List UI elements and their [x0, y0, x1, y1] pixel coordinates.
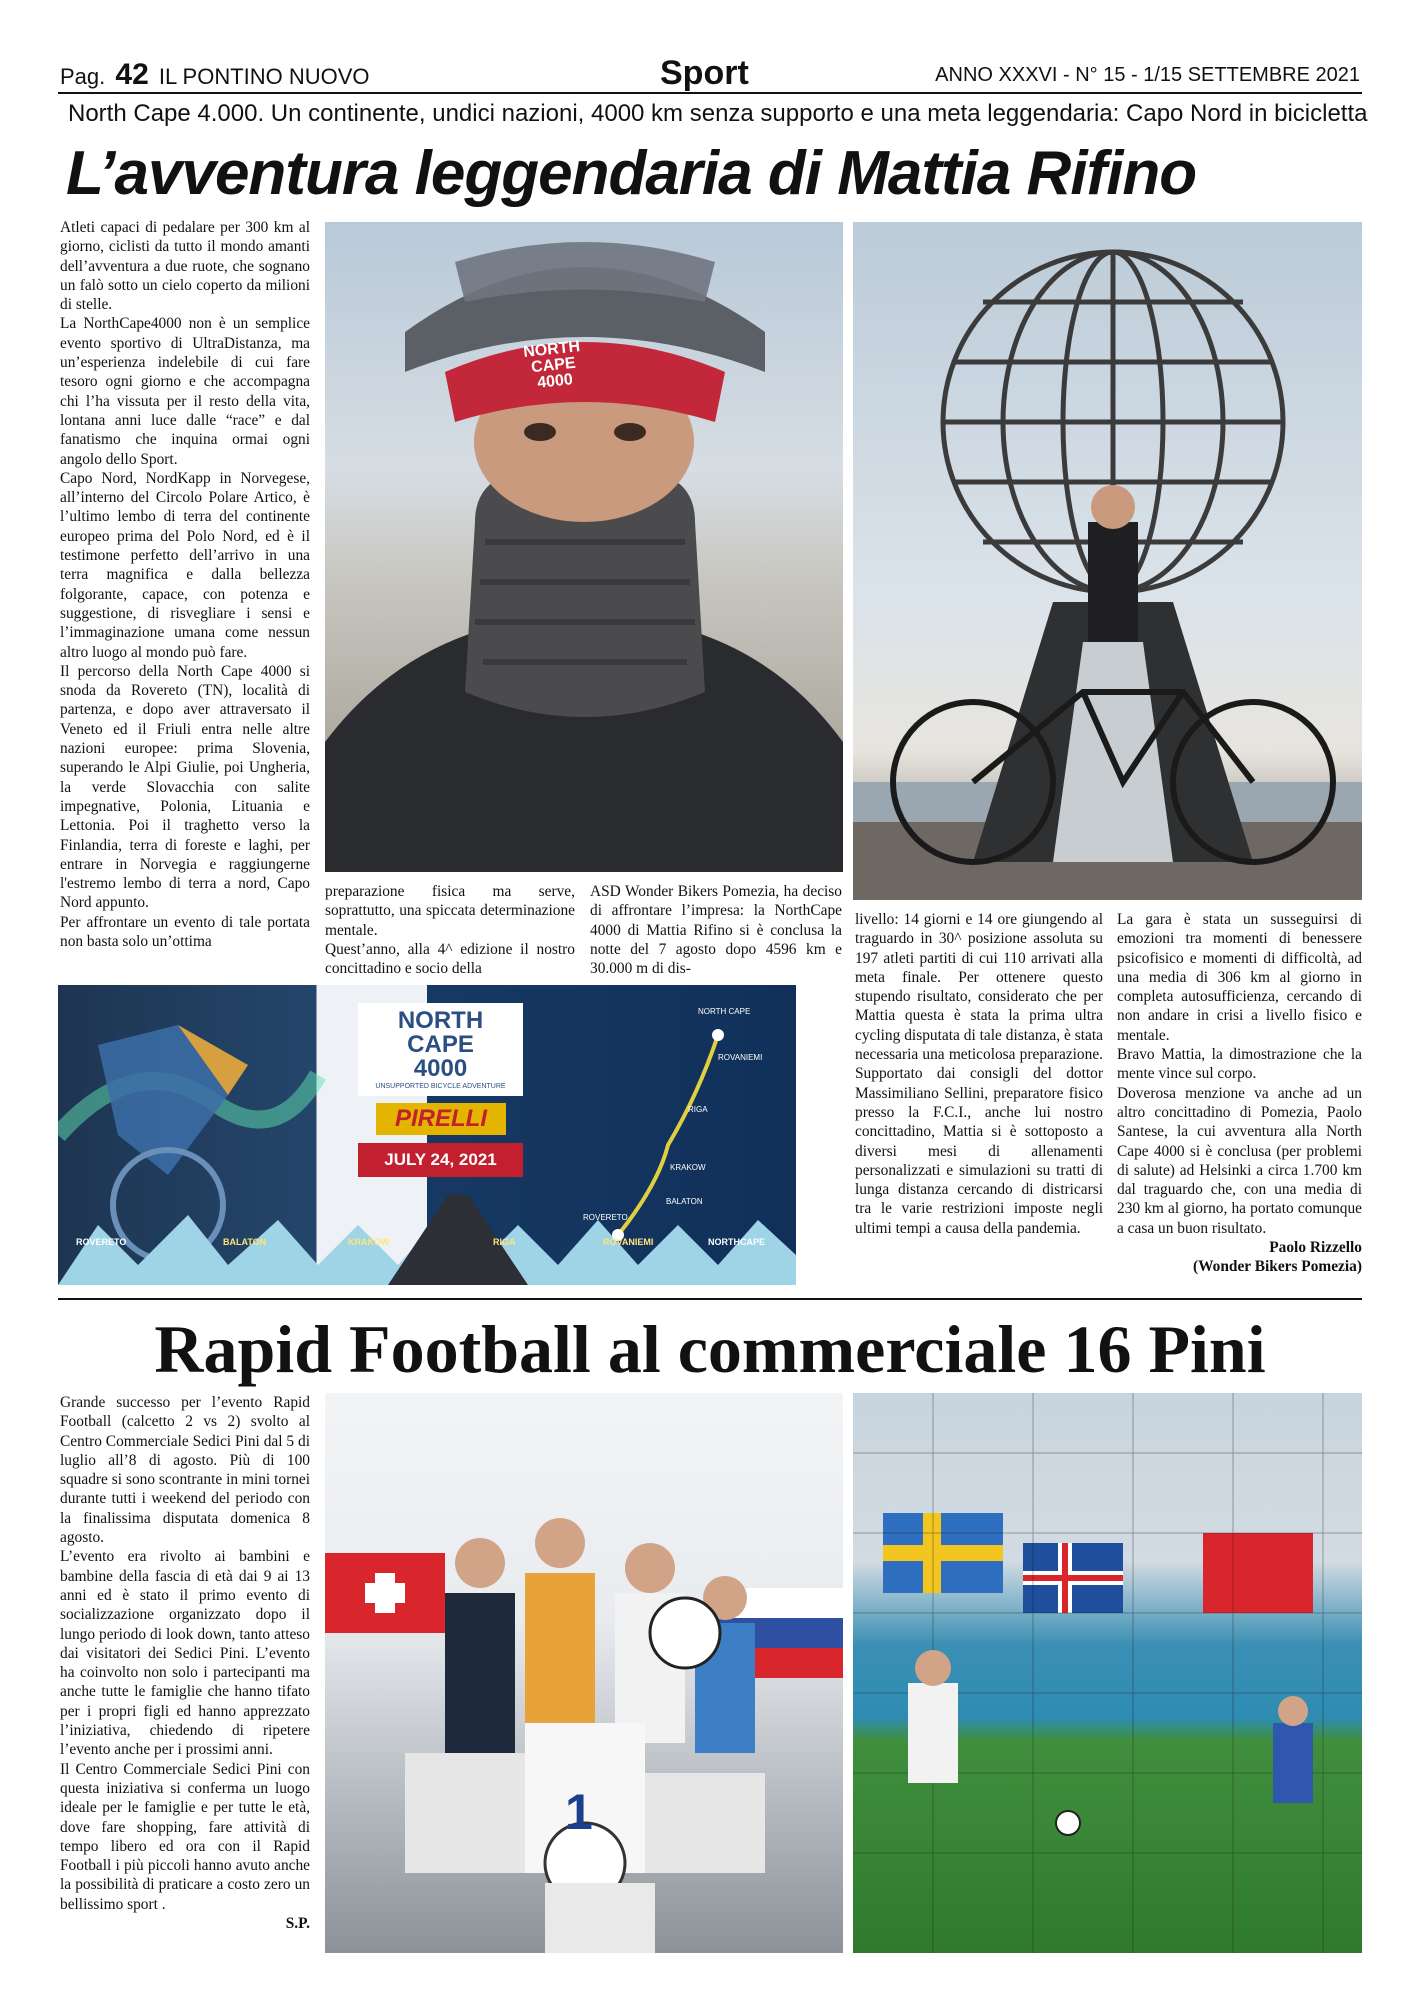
- map-label: NORTH CAPE: [698, 1007, 751, 1016]
- cap-logo-line: NORTH: [522, 338, 581, 362]
- logo-subtitle: UNSUPPORTED BICYCLE ADVENTURE: [375, 1083, 506, 1090]
- paragraph: livello: 14 giorni e 14 ore giungendo al traguardo in 30^ posizione assoluta su 197 atleti partiti di cui 110 arrivati alla meta finale. Per ottenere questo stupendo risultato, considerato che per Mattia questa è stata la prima ultra cycling disputata di tale distanza, è stata necessaria una meticolosa preparazione. Supportato dai consigli del dottor Massimiliano Sellini, preparatore fisico presso la F.C.I., anche lui nostro concittadino, Mattia si è sottoposto a diversi mesi di allenamenti personalizzati e simulazioni su tratti di lunga distanza cercando di districarsi tra le varie restrizioni imposte negli ultimi tempi a causa della pandemia.: [855, 911, 1103, 1237]
- page-prefix: Pag.: [60, 64, 106, 89]
- paragraph: ASD Wonder Bikers Pomezia, ha deciso di affrontare l’impresa: la NorthCape 4000 di Mattia Rifino si è conclusa la notte del 7 agosto dopo 4596 km e 30.000 m di dis-: [590, 883, 842, 978]
- paragraph: Capo Nord, NordKapp in Norvegese, all’interno del Circolo Polare Artico, è l’ultimo lembo di terra del continente europeo prima del Polo Nord, ed è il testimone perfetto dell’arrivo in una terra magnifica e dalla bellezza folgorante, capace, con potenza e suggestione, di risvegliare i sensi e l’immaginazione umana come nessun altro luogo al mondo può fare.: [60, 469, 310, 661]
- logo-line: 4000: [413, 1055, 468, 1082]
- cap-logo: [523, 339, 585, 393]
- section-title: Sport: [660, 54, 749, 92]
- cap-logo-line: 4000: [536, 371, 574, 392]
- football-field-photo: [853, 1393, 1362, 1953]
- paragraph: Il percorso della North Cape 4000 si snoda da Rovereto (TN), località di partenza, e dopo aver attraversato il Veneto ed il Friuli entra nelle altre nazioni europee: prima Slovenia, superando le Alpi Giulie, poi Ungheria, la verde Slovacchia con salite impegnative, Polonia, Lituania e Lettonia. Poi il traghetto verso la Finlandia, terra di foreste e laghi, per entrare in Norvegia e raggiungerne l'estremo lembo di terra a nord, Capo Nord appunto.: [60, 662, 310, 912]
- paragraph: Per affrontare un evento di tale portata non basta solo un’ottima: [60, 913, 310, 950]
- article2-headline: Rapid Football al commerciale 16 Pini: [154, 1311, 1266, 1387]
- paragraph: Bravo Mattia, la dimostrazione che la mente vince sul corpo.: [1117, 1046, 1362, 1083]
- logo-line: NORTH: [397, 1007, 484, 1034]
- podium-number: 1: [565, 1784, 593, 1840]
- section-rule: [58, 1298, 1362, 1300]
- article1-col5: [1117, 910, 1362, 1277]
- podium-illustration: [325, 1393, 843, 1953]
- map-label: ROVERETO: [583, 1213, 628, 1222]
- map-label: ROVANIEMI: [718, 1053, 763, 1062]
- paragraph: La gara è stata un susseguirsi di emozioni tra momenti di benessere psicofisico e momenti di difficoltà, ad una media di 306 km al giorno in completa autosufficienza, cercando di non andare in crisi a livello fisico e mentale.: [1117, 911, 1362, 1044]
- northcape-logo: [358, 1003, 523, 1096]
- paragraph: Quest’anno, alla 4^ edizione il nostro concittadino e socio della: [325, 940, 575, 978]
- article1-col3: [590, 882, 842, 978]
- globe-monument-photo: [853, 222, 1362, 900]
- logo-line: CAPE: [407, 1031, 474, 1058]
- route-label: BALATON: [223, 1237, 267, 1247]
- article1-kicker: North Cape 4.000. Un continente, undici nazioni, 4000 km senza supporto e una meta leggendaria: Capo Nord in bicicletta: [68, 100, 1368, 127]
- paragraph: preparazione fisica ma serve, soprattutto, una spiccata determinazione mentale.: [325, 883, 575, 939]
- issue-info: ANNO XXXVI - N° 15 - 1/15 SETTEMBRE 2021: [935, 64, 1360, 86]
- article1-col1: [60, 218, 310, 951]
- route-label: KRAKOW: [348, 1237, 390, 1247]
- podium-photo: [325, 1393, 843, 1953]
- event-date: JULY 24, 2021: [358, 1143, 523, 1177]
- paragraph: La NorthCape4000 non è un semplice evento sportivo di UltraDistanza, ma un’esperienza indelebile di cui fare tesoro ogni giorno e che accompagna chi l’ha vissuta per il resto della vita, lontana anni luce dalle “race” e dal fanatismo che inquina ormai ogni angolo dello Sport.: [60, 315, 310, 468]
- author-name: Paolo Rizzello: [1269, 1239, 1362, 1257]
- route-label: NORTHCAPE: [708, 1237, 766, 1247]
- selfie-illustration: [325, 222, 843, 872]
- field-illustration: [853, 1393, 1362, 1953]
- northcape-banner: [58, 985, 796, 1285]
- paragraph: Doverosa menzione va anche ad un altro concittadino di Pomezia, Paolo Santese, la cui avventura alla North Cape 4000 si è conclusa (per problemi di salute) ad Helsinki a circa 1.700 km dal traguardo che, con una media di 230 km al giorno, ha portato comunque a casa un buon risultato.: [1117, 1084, 1362, 1237]
- sponsor-logo: PIRELLI: [376, 1103, 506, 1135]
- selfie-photo: [325, 222, 843, 872]
- paragraph: Il Centro Commerciale Sedici Pini con questa iniziativa si conferma un luogo ideale per le famiglie e per tutte le età, dove fare shopping, fare attività di tempo libero ed ora con il Rapid Football i più piccoli hanno avuto anche la possibilità di praticare a costo zero un bellissimo sport .: [60, 1760, 310, 1913]
- paragraph: Atleti capaci di pedalare per 300 km al giorno, ciclisti da tutto il mondo amanti dell’avventura a due ruote, che sognano un falò sotto un cielo coperto da milioni di stelle.: [60, 219, 310, 314]
- author-org: (Wonder Bikers Pomezia): [1193, 1258, 1362, 1276]
- paragraph: L’evento era rivolto ai bambini e bambine della fascia di età dai 9 ai 13 anni ed è stato il primo evento di socializzazione organizzato dopo il lungo periodo di look down, tanto atteso dai visitatori dei Sedici Pini. L’evento ha coinvolto non solo i partecipanti ma anche tutte le famiglie che hanno tifato per i propri figli ed hanno apprezzato l’iniziativa, chiedendo di ripetere l’evento anche per i prossimi anni.: [60, 1548, 310, 1759]
- route-label: ROVANIEMI: [603, 1237, 654, 1247]
- article1-col2: [325, 882, 575, 978]
- route-label: RIGA: [493, 1237, 516, 1247]
- page-number-line: [60, 58, 370, 92]
- route-label: ROVERETO: [76, 1237, 127, 1247]
- map-label: BALATON: [666, 1197, 703, 1206]
- header-rule: [58, 92, 1362, 94]
- globe-illustration: [853, 222, 1362, 900]
- map-label: KRAKOW: [670, 1163, 706, 1172]
- map-label: RIGA: [688, 1105, 708, 1114]
- article2-col1: [60, 1393, 310, 1933]
- author-initials: S.P.: [285, 1915, 310, 1933]
- article1-col4: [855, 910, 1103, 1238]
- cap-logo-line: CAPE: [530, 354, 577, 377]
- article1-headline: L’avventura leggendaria di Mattia Rifino: [66, 139, 1197, 208]
- page-number: 42: [115, 58, 149, 91]
- newspaper-name: IL PONTINO NUOVO: [158, 64, 370, 89]
- paragraph: Grande successo per l’evento Rapid Football (calcetto 2 vs 2) svolto al Centro Commerciale Sedici Pini dal 5 di luglio all’8 di agosto. Più di 100 squadre si sono scontrante in mini tornei durante tutti i weekend del periodo con la finalissima disputata domenica 8 agosto.: [60, 1394, 310, 1547]
